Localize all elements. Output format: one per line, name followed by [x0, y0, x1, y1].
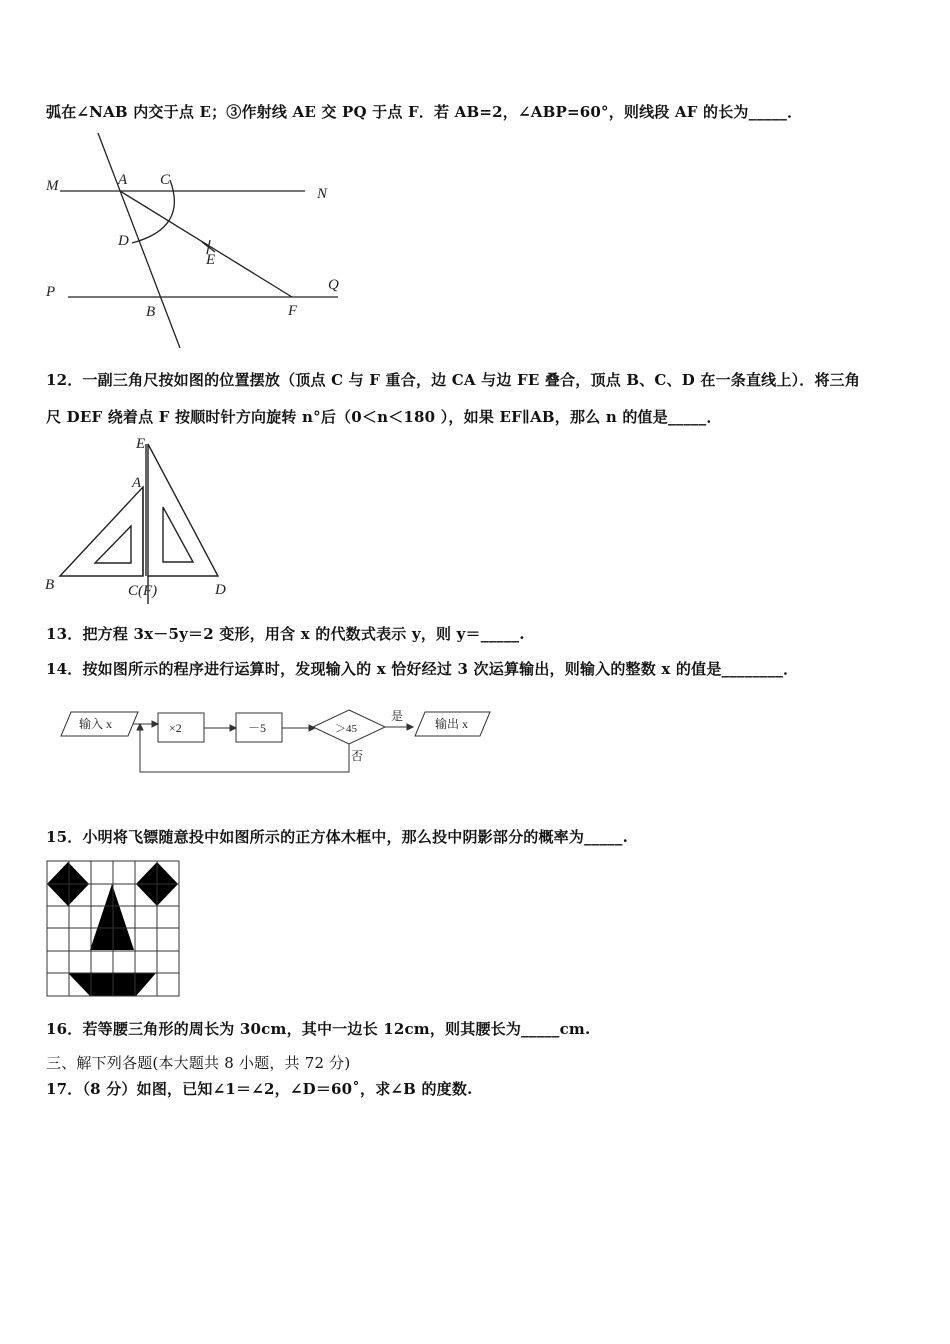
q14-flowchart: [55, 702, 500, 782]
q12-text-line1: 12．一副三角尺按如图的位置摆放（顶点 C 与 F 重合，边 CA 与边 FE 叠合，顶点 B、C、D 在一条直线上）．将三角: [46, 371, 861, 389]
flow-times2-label: ×2: [169, 721, 182, 735]
flow-yes-label: 是: [391, 709, 404, 723]
label-B: B: [146, 304, 156, 320]
q11-text: 弧在∠NAB 内交于点 E；③作射线 AE 交 PQ 于点 F．若 AB=2，∠ABP=60°，则线段 AF 的长为_____．: [46, 103, 803, 121]
label-E: E: [206, 252, 216, 268]
q12-text-line2: 尺 DEF 绕着点 F 按顺时针方向旋转 n°后（0＜n＜180 ），如果 EF∥AB，那么 n 的值是_____．: [46, 408, 722, 426]
flow-no-label: 否: [351, 749, 364, 763]
label-B: B: [45, 577, 55, 593]
label-D: D: [215, 582, 226, 598]
q14-text: 14．按如图所示的程序进行运算时，发现输入的 x 恰好经过 3 次运算输出，则输入的整数 x 的值是________．: [46, 660, 799, 678]
label-D: D: [118, 233, 129, 249]
q15-dartboard-grid: [46, 860, 182, 998]
label-CF: C(F): [128, 583, 158, 599]
flow-compare-label: ＞45: [335, 723, 357, 735]
q16-text: 16．若等腰三角形的周长为 30cm，其中一边长 12cm，则其腰长为_____cm.: [46, 1020, 591, 1038]
label-F: F: [288, 303, 298, 319]
shaded-trapezoid-mouth: [68, 973, 156, 996]
flow-output-label: 输出 x: [435, 717, 469, 731]
q12-triangles-figure: [40, 432, 250, 604]
label-A: A: [118, 172, 128, 188]
shaded-triangle-nose: [90, 884, 134, 950]
label-M: M: [46, 178, 59, 194]
label-E: E: [136, 436, 146, 452]
label-Q: Q: [328, 277, 339, 293]
label-A: A: [132, 475, 142, 491]
flow-input-label: 输入 x: [79, 717, 113, 731]
label-P: P: [46, 284, 56, 300]
q11-geometry-figure: [40, 128, 360, 353]
label-N: N: [317, 186, 328, 202]
q15-text: 15．小明将飞镖随意投中如图所示的正方体木框中，那么投中阴影部分的概率为_____.: [46, 828, 628, 846]
flow-minus5-label: －5: [248, 721, 267, 735]
q13-text: 13．把方程 3x－5y＝2 变形，用含 x 的代数式表示 y，则 y＝_____.: [46, 625, 525, 643]
q17-text: 17．（8 分）如图，已知∠1＝∠2，∠D＝60˚，求∠B 的度数.: [46, 1080, 473, 1098]
label-C: C: [160, 172, 171, 188]
section-3-heading: 三、解下列各题(本大题共 8 小题，共 72 分): [46, 1054, 351, 1072]
